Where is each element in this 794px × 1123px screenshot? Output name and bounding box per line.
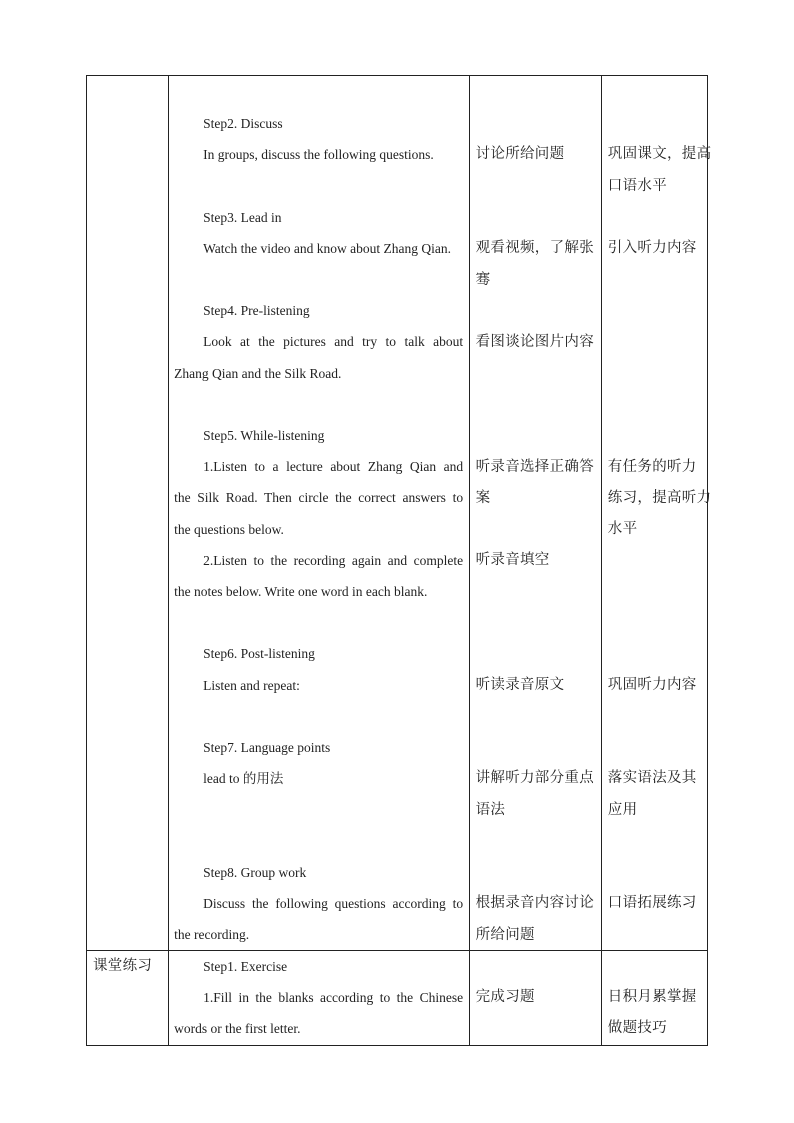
purpose-text: 引入听力内容: [607, 240, 697, 256]
design-purpose-cell: [601, 951, 707, 1046]
purpose-text: 口语水平: [607, 178, 667, 194]
activity-text: 听录音选择正确答: [475, 459, 594, 475]
purpose-text: 巩固课文，提高: [607, 146, 712, 162]
class-practice-row: [87, 951, 708, 1046]
teaching-process-row: [87, 76, 708, 951]
student-activity-cell: [469, 951, 601, 1046]
activity-text: 听读录音原文: [475, 677, 565, 693]
section-label-cell: [87, 951, 169, 1046]
purpose-text: 口语拓展练习: [607, 895, 697, 911]
purpose-text: 应用: [607, 802, 638, 818]
activity-text: 根据录音内容讨论: [475, 895, 594, 911]
step-text: Listen and repeat:: [203, 678, 300, 693]
step-title: Step8. Group work: [203, 865, 307, 880]
step-title: Step3. Lead in: [203, 210, 282, 225]
activity-text: 完成习题: [475, 989, 535, 1005]
lesson-plan-table: [86, 75, 712, 1046]
section-label-cell: [87, 76, 169, 951]
step-text: Watch the video and know about Zhang Qian.: [203, 241, 451, 256]
step-text: In groups, discuss the following questions.: [203, 147, 434, 162]
purpose-text: 水平: [607, 521, 638, 537]
purpose-text: 巩固听力内容: [607, 677, 697, 693]
step-text: 2.Listen to the recording again and complete: [203, 553, 464, 568]
activity-text: 讨论所给问题: [475, 146, 565, 162]
step-text: 1.Fill in the blanks according to the Chinese: [203, 990, 464, 1005]
step-text: Zhang Qian and the Silk Road.: [174, 366, 342, 381]
teaching-steps-cell: [169, 76, 469, 951]
activity-text: 讲解听力部分重点: [475, 770, 594, 786]
step-title: Step6. Post-listening: [203, 646, 315, 661]
purpose-text: 练习，提高听力: [607, 490, 712, 506]
activity-text: 案: [475, 490, 491, 506]
purpose-text: 做题技巧: [607, 1020, 667, 1036]
step-text: words or the first letter.: [174, 1021, 301, 1036]
activity-text: 所给问题: [475, 927, 535, 943]
activity-text: 看图谈论图片内容: [475, 334, 594, 350]
step-title: Step4. Pre-listening: [203, 303, 310, 318]
activity-text: 观看视频，了解张: [475, 240, 594, 256]
step-title: Step5. While-listening: [203, 428, 325, 443]
design-purpose-cell: [601, 76, 712, 951]
step-text: Discuss the following questions according to: [203, 896, 464, 911]
activity-text: 听录音填空: [475, 552, 550, 568]
step-text: the Silk Road. Then circle the correct answers to: [174, 490, 464, 505]
purpose-text: 日积月累掌握: [607, 989, 697, 1005]
purpose-text: 落实语法及其: [607, 770, 697, 786]
activity-text: 语法: [475, 802, 506, 818]
step-text: the notes below. Write one word in each blank.: [174, 584, 428, 599]
student-activity-cell: [469, 76, 601, 951]
step-title: Step2. Discuss: [203, 116, 283, 131]
step-text: lead to 的用法: [203, 771, 284, 786]
section-label: 课堂练习: [93, 958, 153, 974]
step-text: Look at the pictures and try to talk about: [203, 334, 464, 349]
step-text: the recording.: [174, 927, 250, 942]
step-text: 1.Listen to a lecture about Zhang Qian and: [203, 459, 464, 474]
step-text: the questions below.: [174, 522, 284, 537]
purpose-text: 有任务的听力: [607, 459, 697, 475]
activity-text: 骞: [475, 272, 491, 288]
step-title: Step1. Exercise: [203, 959, 288, 974]
teaching-steps-cell: [169, 951, 469, 1046]
step-title: Step7. Language points: [203, 740, 331, 755]
